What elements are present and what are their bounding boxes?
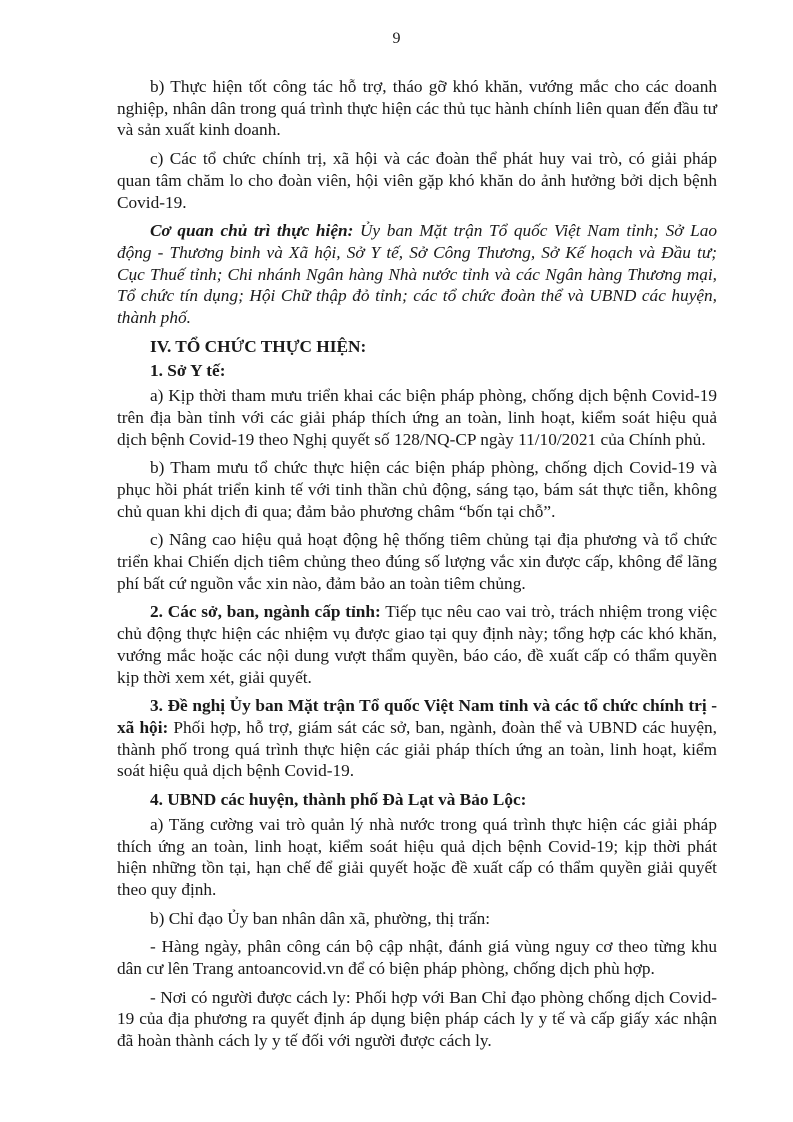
- paragraph-health-b: b) Tham mưu tổ chức thực hiện các biện pháp phòng, chống dịch Covid-19 và phục hồi phát triển kinh tế với tinh thần chủ động, sáng tạo, bám sát thực tiễn, không chủ quan khi dịch đi qua; đảm bảo phương châm “bốn tại chỗ”.: [117, 458, 717, 521]
- paragraph-health-a: a) Kịp thời tham mưu triển khai các biện pháp phòng, chống dịch bệnh Covid-19 trên địa bàn tỉnh với các giải pháp thích ứng an toàn, linh hoạt, kiểm soát hiệu quả dịch bệnh Covid-19 theo Nghị quyết số 128/NQ-CP ngày 11/10/2021 của Chính phủ.: [117, 386, 717, 449]
- paragraph-quarantine: - Nơi có người được cách ly: Phối hợp với Ban Chỉ đạo phòng chống dịch Covid-19 của địa phương ra quyết định áp dụng biện pháp cách ly y tế và cấp giấy xác nhận đã hoàn thành cách ly y tế đối với người được cách ly.: [117, 987, 717, 1051]
- section-4-heading: 4. UBND các huyện, thành phố Đà Lạt và Bảo Lộc:: [150, 790, 527, 810]
- paragraph-section-3: [117, 695, 717, 782]
- lead-agency-text: Ủy ban Mặt trận Tổ quốc Việt Nam tỉnh; Sở Lao động - Thương binh và Xã hội, Sở Y tế, Sở Công Thương, Sở Kế hoạch và Đầu tư; Cục Thuế tỉnh; Chi nhánh Ngân hàng Nhà nước tỉnh và các Ngân hàng Thương mại, Tổ chức tín dụng; Hội Chữ thập đỏ tỉnh; các tổ chức đoàn thể và UBND các huyện, thành phố.: [117, 221, 717, 328]
- section-1-heading: 1. Sở Y tế:: [150, 361, 226, 381]
- paragraph-1c: c) Các tổ chức chính trị, xã hội và các đoàn thể phát huy vai trò, có giải pháp quan tâm chăm lo cho đoàn viên, hội viên gặp khó khăn do ảnh hưởng bởi dịch bệnh Covid-19.: [117, 149, 717, 212]
- section-iv-heading: IV. TỔ CHỨC THỰC HIỆN:: [150, 336, 367, 356]
- paragraph-district-b: b) Chỉ đạo Ủy ban nhân dân xã, phường, thị trấn:: [150, 908, 491, 928]
- section-2-text: Tiếp tục nêu cao vai trò, trách nhiệm trong việc chủ động thực hiện các nhiệm vụ được giao tại quy định này; tổng hợp các khó khăn, vướng mắc hoặc các nội dung vượt thẩm quyền, báo cáo, đề xuất cấp có thẩm quyền kịp thời xem xét, giải quyết.: [117, 602, 717, 687]
- paragraph-daily-update: - Hàng ngày, phân công cán bộ cập nhật, đánh giá vùng nguy cơ theo từng khu dân cư lên Trang antoancovid.vn để có biện pháp phòng, chống dịch phù hợp.: [117, 937, 717, 979]
- paragraph-lead-agency: [117, 220, 717, 329]
- paragraph-district-a: a) Tăng cường vai trò quản lý nhà nước trong quá trình thực hiện các giải pháp thích ứng an toàn, linh hoạt, kiểm soát hiệu quả dịch bệnh Covid-19; kịp thời phát hiện những tồn tại, hạn chế để giải quyết hoặc đề xuất cấp có thẩm quyền giải quyết theo quy định.: [117, 814, 717, 899]
- paragraph-health-c: c) Nâng cao hiệu quả hoạt động hệ thống tiêm chủng tại địa phương và tổ chức triển khai Chiến dịch tiêm chủng theo đúng số lượng vắc xin được cấp, không để lãng phí bất cứ nguồn vắc xin nào, đảm bảo an toàn tiêm chủng.: [117, 530, 717, 593]
- section-2-heading: 2. Các sở, ban, ngành cấp tỉnh:: [150, 602, 381, 622]
- page-number: 9: [392, 30, 401, 47]
- section-3-heading: 3. Đề nghị Ủy ban Mặt trận Tổ quốc Việt Nam tỉnh và các tổ chức chính trị - xã hội:: [117, 696, 717, 737]
- document-body: [117, 76, 717, 1059]
- paragraph-section-2: [117, 601, 717, 688]
- paragraph-1b: b) Thực hiện tốt công tác hỗ trợ, tháo gỡ khó khăn, vướng mắc cho các doanh nghiệp, nhân dân trong quá trình thực hiện các thủ tục hành chính liên quan đến đầu tư và sản xuất kinh doanh.: [117, 77, 717, 140]
- lead-agency-label: Cơ quan chủ trì thực hiện:: [150, 221, 354, 241]
- section-3-text: Phối hợp, hỗ trợ, giám sát các sở, ban, ngành, đoàn thể và UBND các huyện, thành phố trong quá trình thực hiện các giải pháp thích ứng an toàn, linh hoạt, kiểm soát hiệu quả dịch bệnh Covid-19.: [117, 717, 717, 781]
